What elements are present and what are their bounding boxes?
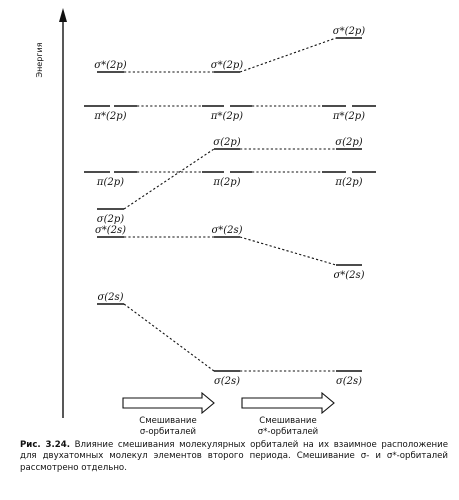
hollow-arrow-sigma-star — [242, 393, 334, 413]
connector-L2-sigmastar2p-L3-sigmastar2p — [240, 38, 336, 72]
connector-L1-sigma2s-L2-sigma2s — [124, 304, 214, 371]
energy-axis-arrowhead — [59, 8, 67, 22]
level-label-L1-pistar2p: π*(2p) — [94, 111, 127, 122]
arrow-label-sigma-line1: Смешивание — [139, 416, 197, 426]
level-label-L3-sigmastar2p: σ*(2p) — [332, 26, 366, 37]
level-label-L3-sigma2s: σ(2s) — [335, 376, 363, 387]
level-labels — [93, 26, 365, 387]
level-label-L3-sigmastar2s: σ*(2s) — [333, 270, 365, 281]
level-label-L2-sigma2s: σ(2s) — [213, 376, 241, 387]
figure-caption — [20, 440, 448, 474]
level-label-L3-pi2p: π(2p) — [335, 177, 363, 188]
arrow-label-sigma-star-line2: σ*-орбиталей — [257, 427, 319, 437]
figure-number: Рис. 3.24. — [20, 440, 71, 450]
level-label-L3-pistar2p: π*(2p) — [332, 111, 366, 122]
level-label-L2-pistar2p: π*(2p) — [210, 111, 244, 122]
level-label-L2-sigma2p: σ(2p) — [213, 137, 241, 148]
level-label-L3-sigma2p: σ(2p) — [335, 137, 363, 148]
arrow-label-sigma-line2: σ-орбиталей — [139, 427, 197, 437]
level-label-L1-sigmastar2s: σ*(2s) — [94, 225, 127, 236]
arrow-label-sigma-star-line1: Смешивание — [259, 416, 317, 426]
level-label-L1-sigma2s: σ(2s) — [97, 292, 124, 303]
level-label-L1-pi2p: π(2p) — [96, 177, 125, 188]
level-label-L2-sigmastar2s: σ*(2s) — [211, 225, 243, 236]
level-label-L1-sigmastar2p: σ*(2p) — [94, 60, 127, 71]
level-label-L1-sigma2p: σ(2p) — [96, 214, 125, 225]
hollow-arrow-sigma — [123, 393, 214, 413]
level-label-L2-sigmastar2p: σ*(2p) — [210, 60, 244, 71]
level-lines — [84, 38, 376, 371]
connector-L1-sigma2p-L2-sigma2p — [124, 149, 214, 209]
connectors — [124, 38, 336, 371]
figure-caption-text: Влияние смешивания молекулярных орбиталей на их взаимное расположение для двухатомных молекул элементов второго периода. Смешивание σ- и σ*-орбиталей рассмотрено отдельно. — [20, 440, 449, 473]
energy-axis-label: Энергия — [35, 42, 44, 78]
mixing-arrow-sigma — [123, 393, 214, 437]
connector-L2-sigmastar2s-L3-sigmastar2s — [240, 237, 336, 265]
mixing-arrow-sigma-star — [242, 393, 334, 437]
level-label-L2-pi2p: π(2p) — [213, 177, 241, 188]
